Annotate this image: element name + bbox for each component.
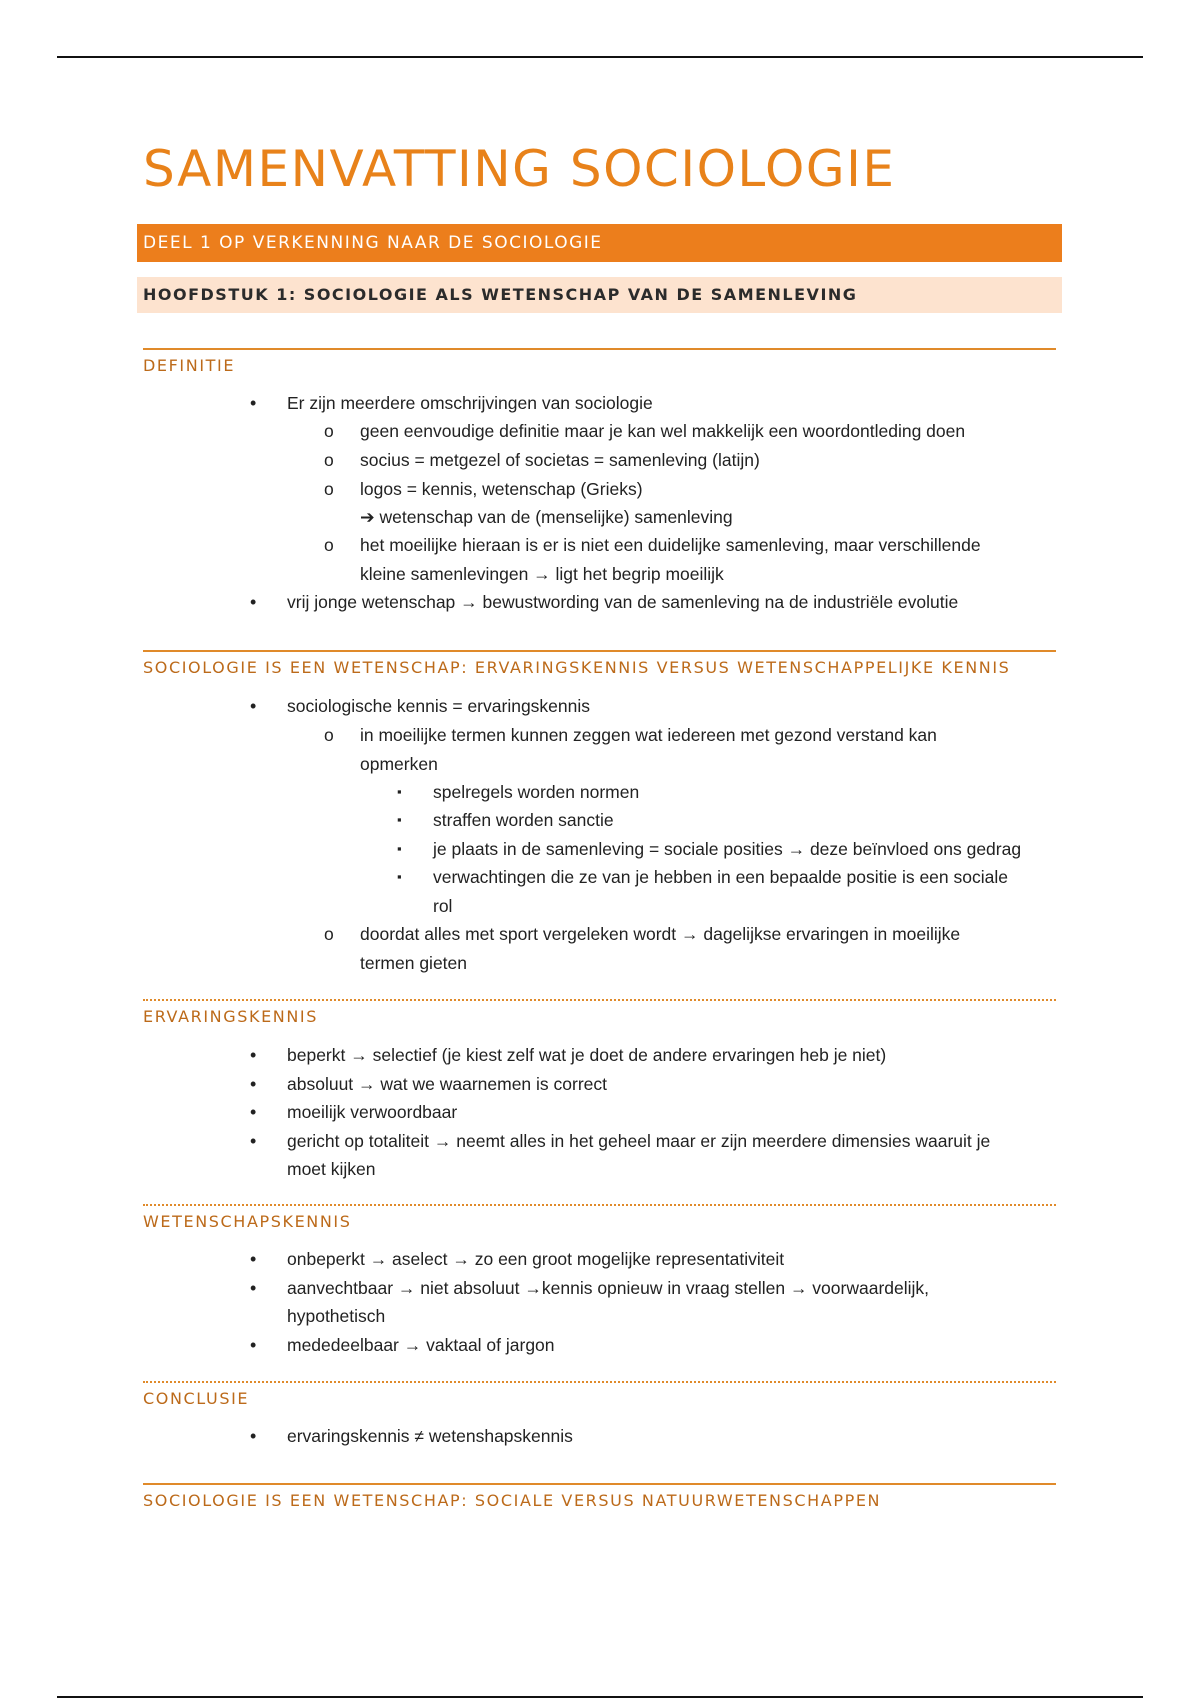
list-item: • absoluut → wat we waarnemen is correct	[287, 1070, 607, 1098]
section-heading: SOCIOLOGIE IS EEN WETENSCHAP: ERVARINGSKENNIS VERSUS WETENSCHAPPELIJKE KENNIS	[143, 658, 1011, 677]
list-item: • mededeelbaar → vaktaal of jargon	[287, 1331, 555, 1359]
sub-list-item: o logos = kennis, wetenschap (Grieks)	[324, 479, 643, 499]
top-border-line	[57, 56, 1143, 58]
sub-sub-list-item: ▪ je plaats in de samenleving = sociale posities → deze beïnvloed ons gedrag	[433, 835, 1021, 863]
continuation-line: moet kijken	[287, 1159, 376, 1179]
continuation-line: rol	[433, 896, 453, 916]
section-definitie	[143, 348, 1056, 375]
sub-sub-list-item: ▪ straffen worden sanctie	[433, 806, 614, 834]
continuation-line: opmerken	[360, 754, 438, 774]
list-item: • aanvechtbaar → niet absoluut →kennis opnieuw in vraag stellen → voorwaardelijk,	[287, 1274, 929, 1302]
sub-list-item: o socius = metgezel of societas = samenleving (latijn)	[324, 450, 760, 470]
section-heading: ERVARINGSKENNIS	[143, 1007, 318, 1026]
sub-list-item: o doordat alles met sport vergeleken wordt → dagelijkse ervaringen in moeilijke	[324, 924, 961, 944]
list-item: • gericht op totaliteit → neemt alles in het geheel maar er zijn meerdere dimensies waaruit je	[287, 1127, 990, 1155]
section-ervaringskennis-vs-wetenschap	[143, 650, 1056, 677]
sub-list-item: o het moeilijke hieraan is er is niet een duidelijke samenleving, maar verschillende	[324, 535, 981, 555]
list-item: • beperkt → selectief (je kiest zelf wat je doet de andere ervaringen heb je niet)	[287, 1041, 886, 1069]
section-heading: SOCIOLOGIE IS EEN WETENSCHAP: SOCIALE VERSUS NATUURWETENSCHAPPEN	[143, 1491, 882, 1510]
list-item: • vrij jonge wetenschap → bewustwording van de samenleving na de industriële evolutie	[287, 588, 958, 616]
part-heading: DEEL 1 OP VERKENNING NAAR DE SOCIOLOGIE	[137, 224, 1062, 262]
section-wetenschapskennis	[143, 1204, 1056, 1231]
section-conclusie	[143, 1381, 1056, 1408]
continuation-line: kleine samenlevingen → ligt het begrip moeilijk	[360, 564, 724, 584]
section-ervaringskennis	[143, 999, 1056, 1026]
bottom-border-line	[57, 1696, 1143, 1698]
section-heading: CONCLUSIE	[143, 1389, 250, 1408]
section-sociale-vs-natuurwetenschappen	[143, 1483, 1056, 1510]
document-title: SAMENVATTING SOCIOLOGIE	[143, 140, 896, 198]
sub-sub-list-item: ▪ spelregels worden normen	[433, 778, 639, 806]
continuation-line: hypothetisch	[287, 1306, 386, 1326]
list-item: • moeilijk verwoordbaar	[287, 1098, 457, 1126]
continuation-line: termen gieten	[360, 953, 468, 973]
list-item: • Er zijn meerdere omschrijvingen van sociologie	[287, 389, 653, 417]
continuation-line: ➔ wetenschap van de (menselijke) samenleving	[360, 507, 733, 527]
sub-list-item: o geen eenvoudige definitie maar je kan wel makkelijk een woordontleding doen	[324, 421, 966, 441]
chapter-heading: HOOFDSTUK 1: SOCIOLOGIE ALS WETENSCHAP VAN DE SAMENLEVING	[137, 277, 1062, 313]
list-item: • onbeperkt → aselect → zo een groot mogelijke representativiteit	[287, 1245, 784, 1273]
section-heading: DEFINITIE	[143, 356, 236, 375]
sub-list-item: o in moeilijke termen kunnen zeggen wat iedereen met gezond verstand kan	[324, 725, 937, 745]
section-heading: WETENSCHAPSKENNIS	[143, 1212, 352, 1231]
list-item: • ervaringskennis ≠ wetenshapskennis	[287, 1422, 573, 1450]
list-item: • sociologische kennis = ervaringskennis	[287, 692, 590, 720]
sub-sub-list-item: ▪ verwachtingen die ze van je hebben in een bepaalde positie is een sociale	[433, 863, 1008, 891]
